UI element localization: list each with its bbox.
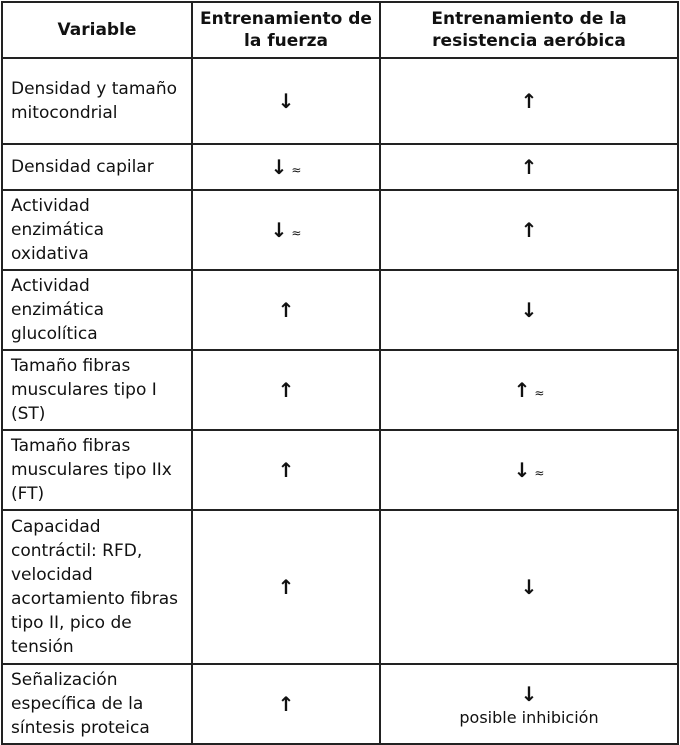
arrow-down-icon: ↓ (270, 155, 288, 179)
aerobica-cell (380, 270, 678, 350)
aerobica-cell (380, 430, 678, 510)
arrow-up-icon: ↑ (277, 458, 295, 482)
aerobica-cell (380, 144, 678, 190)
aerobica-cell (380, 190, 678, 270)
approx-icon: ≈ (534, 466, 545, 480)
approx-icon: ≈ (291, 163, 302, 177)
note-text: posible inhibición (459, 707, 599, 727)
table-row (2, 510, 678, 664)
header-fuerza: Entrenamiento de la fuerza (192, 2, 380, 58)
fuerza-cell (192, 510, 380, 664)
aerobica-cell (380, 58, 678, 144)
fuerza-cell (192, 144, 380, 190)
approx-icon: ≈ (534, 386, 545, 400)
fuerza-cell (192, 270, 380, 350)
fuerza-cell (192, 350, 380, 430)
arrow-up-icon: ↑ (520, 218, 538, 242)
arrow-down-icon: ↓ (270, 218, 288, 242)
table-row (2, 144, 678, 190)
arrow-up-icon: ↑ (277, 692, 295, 716)
approx-icon: ≈ (291, 226, 302, 240)
variable-cell: Actividad enzimática glucolítica (2, 270, 192, 350)
table-row (2, 270, 678, 350)
arrow-up-icon: ↑ (520, 89, 538, 113)
arrow-up-icon: ↑ (277, 575, 295, 599)
comparison-table (1, 1, 679, 745)
variable-cell: Densidad capilar (2, 144, 192, 190)
table-row (2, 664, 678, 744)
header-row (2, 2, 678, 58)
table-row (2, 58, 678, 144)
arrow-up-icon: ↑ (277, 378, 295, 402)
arrow-up-icon: ↑ (520, 155, 538, 179)
fuerza-cell (192, 430, 380, 510)
variable-cell: Señalización específica de la síntesis proteica (2, 664, 192, 744)
header-variable: Variable (2, 2, 192, 58)
variable-cell: Actividad enzimática oxidativa (2, 190, 192, 270)
arrow-down-icon: ↓ (277, 89, 295, 113)
variable-cell: Tamaño fibras musculares tipo IIx (FT) (2, 430, 192, 510)
aerobica-cell (380, 350, 678, 430)
aerobica-cell (380, 510, 678, 664)
header-aerobica: Entrenamiento de la resistencia aeróbica (380, 2, 678, 58)
variable-cell: Densidad y tamaño mitocondrial (2, 58, 192, 144)
table-row (2, 430, 678, 510)
fuerza-cell (192, 664, 380, 744)
arrow-up-icon: ↑ (277, 298, 295, 322)
fuerza-cell (192, 190, 380, 270)
arrow-down-icon: ↓ (520, 298, 538, 322)
variable-cell: Capacidad contráctil: RFD, velocidad acortamiento fibras tipo II, pico de tensión (2, 510, 192, 664)
table-row (2, 350, 678, 430)
arrow-down-icon: ↓ (513, 458, 531, 482)
variable-cell: Tamaño fibras musculares tipo I (ST) (2, 350, 192, 430)
aerobica-cell (380, 664, 678, 744)
arrow-down-icon: ↓ (520, 681, 538, 706)
arrow-up-icon: ↑ (513, 378, 531, 402)
fuerza-cell (192, 58, 380, 144)
table-row (2, 190, 678, 270)
arrow-down-icon: ↓ (520, 575, 538, 599)
